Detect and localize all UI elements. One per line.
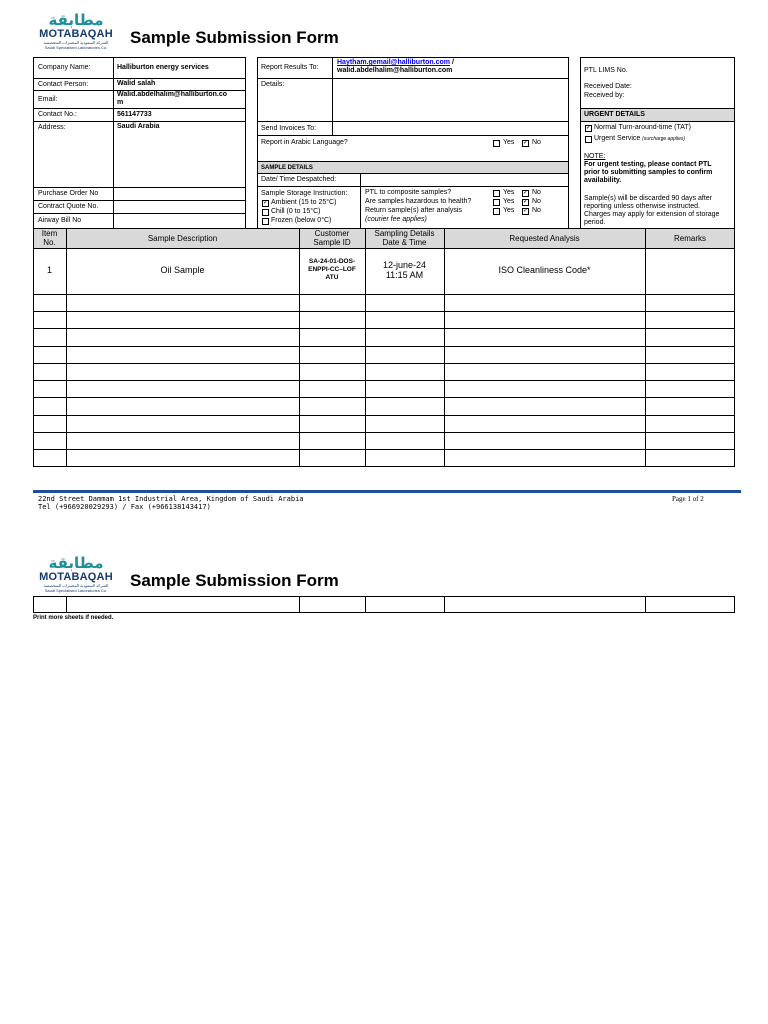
contact-no-value: 561147733 [117,111,152,118]
logo-subtitle-en: Saudi Specialised Laboratories Co. [44,45,108,50]
return-no-checkbox[interactable]: ✓ [523,208,529,214]
contact-no-label: Contact No.: [38,111,77,118]
header-requested-analysis: Requested Analysis [509,234,580,243]
note-line-3: availability. [584,177,622,184]
row1-sampling-datetime: 12-june-24 11:15 AM [382,260,427,280]
hazard-yes-checkbox[interactable] [493,199,500,206]
chill-checkbox[interactable] [262,209,269,216]
logo-english-text: MOTABAQAH [39,28,113,40]
composite-no-label: No [532,189,541,196]
row1-sample-description: Oil Sample [160,265,205,275]
discard-line-4: period. [584,219,606,226]
composite-yes-label: Yes [503,189,515,196]
address-value: Saudi Arabia [117,123,160,130]
contact-person-value: Walid salah [117,80,156,87]
page2-title: Sample Submission Form [130,571,339,590]
page-number: Page 1 of 2 [672,495,704,503]
footer-address: 22nd Street Dammam 1st Industrial Area, Kingdom of Saudi Arabia [38,495,304,503]
company-name-value: Halliburton energy services [117,64,209,71]
hazard-question: Are samples hazardous to health? [365,198,472,205]
arabic-no-label: No [532,139,541,146]
row1-customer-sample-id: SA-24-01-DOS- ENPPI-CC–LOF ATU [308,258,356,281]
frozen-checkbox[interactable] [262,218,269,225]
composite-no-checkbox[interactable]: ✓ [523,190,529,196]
date-despatched-label: Date/ Time Despatched: [261,176,337,183]
contract-quote-label: Contract Quote No. [38,203,99,210]
header-remarks: Remarks [673,234,706,243]
urgent-service-checkbox[interactable] [585,136,592,143]
email-value-line1: Walid.abdelhalim@halliburton.co [117,91,228,98]
return-question: Return sample(s) after analysis [365,207,462,214]
logo-english-text-p2: MOTABAQAH [39,571,113,583]
purchase-order-label: Purchase Order No [38,190,99,197]
report-email-2: walid.abdelhalim@halliburton.com [337,67,453,74]
arabic-no-checkbox[interactable]: ✓ [523,140,529,146]
logo-subtitle-en-p2: Saudi Specialised Laboratories Co. [44,588,108,593]
email-label: Email: [38,96,58,103]
arabic-yes-label: Yes [503,139,515,146]
logo-arabic-text: مطابقة [48,11,104,29]
composite-question: PTL to composite samples? [365,189,452,196]
company-name-label: Company Name: [38,64,91,71]
logo-subtitle-ar: الشركة السعودية المختبرات المتخصصة [43,40,109,45]
email-value-line2: m [117,99,124,106]
composite-yes-checkbox[interactable] [493,190,500,197]
received-date-label: Received Date: [584,83,632,90]
print-more-note: Print more sheets if needed. [33,615,114,621]
hazard-no-checkbox[interactable]: ✓ [523,199,529,205]
details-label: Details: [261,81,285,88]
company-logo-page2 [38,555,114,599]
row1-requested-analysis: ISO Cleanliness Code* [498,265,591,275]
header-sampling-details: Sampling Details Date & Time [374,229,435,247]
discard-line-1: Sample(s) will be discarded 90 days after [584,195,713,202]
header-sample-description: Sample Description [147,234,218,243]
logo-arabic-text-p2: مطابقة [48,554,104,572]
report-results-label: Report Results To: [261,64,319,71]
normal-tat-label: Normal Turn-around-time (TAT) [594,124,691,131]
note-line-1: For urgent testing, please contact PTL [584,161,712,168]
urgent-details-header: URGENT DETAILS [584,111,645,118]
logo-subtitle-ar-p2: الشركة السعودية المختبرات المتخصصة [43,583,109,588]
report-results-emails: Haytham.gemail@halliburton.com / [337,59,454,66]
storage-instruction-label: Sample Storage Instruction: [261,190,348,197]
contact-person-label: Contact Person: [38,81,89,88]
return-no-label: No [532,207,541,214]
header-item-no: Item No. [41,229,58,247]
send-invoices-label: Send Invoices To: [261,125,317,132]
address-label: Address: [38,124,66,131]
note-label: NOTE: [584,153,606,160]
frozen-label: Frozen (below 0°C) [271,217,332,224]
ambient-checkbox[interactable]: ✓ [263,200,269,206]
page-title: Sample Submission Form [130,28,339,47]
hazard-no-label: No [532,198,541,205]
arabic-yes-checkbox[interactable] [493,140,500,147]
received-by-label: Received by: [584,92,625,99]
return-yes-checkbox[interactable] [493,208,500,215]
note-line-2: prior to submitting samples to confirm [584,169,713,176]
hazard-yes-label: Yes [503,198,515,205]
discard-line-3: Charges may apply for extension of storage [584,211,720,218]
page2-table-row [33,596,735,613]
return-yes-label: Yes [503,207,515,214]
urgent-service-label: Urgent Service (surcharge applies) [594,135,686,142]
sample-details-header: SAMPLE DETAILS [261,165,313,171]
lims-label: PTL LIMS No. [584,67,628,74]
chill-label: Chill (0 to 15°C) [271,208,321,215]
discard-line-2: reporting unless otherwise instructed. [584,203,700,210]
courier-note: (courier fee applies) [365,216,427,223]
airway-bill-label: Airway Bill No [38,217,82,224]
footer-phone: Tel (+966920029293) / Fax (+966138143417) [38,503,211,511]
company-logo [38,12,114,56]
footer-divider [33,490,741,493]
header-customer-sample-id: Customer Sample ID [313,229,351,247]
row1-item-no: 1 [46,265,52,275]
normal-tat-checkbox[interactable]: ✓ [586,125,592,131]
ambient-label: Ambient (15 to 25°C) [271,199,337,206]
report-email-link-1[interactable]: Haytham.gemail@halliburton.com [337,59,451,66]
arabic-report-label: Report in Arabic Language? [261,139,348,146]
